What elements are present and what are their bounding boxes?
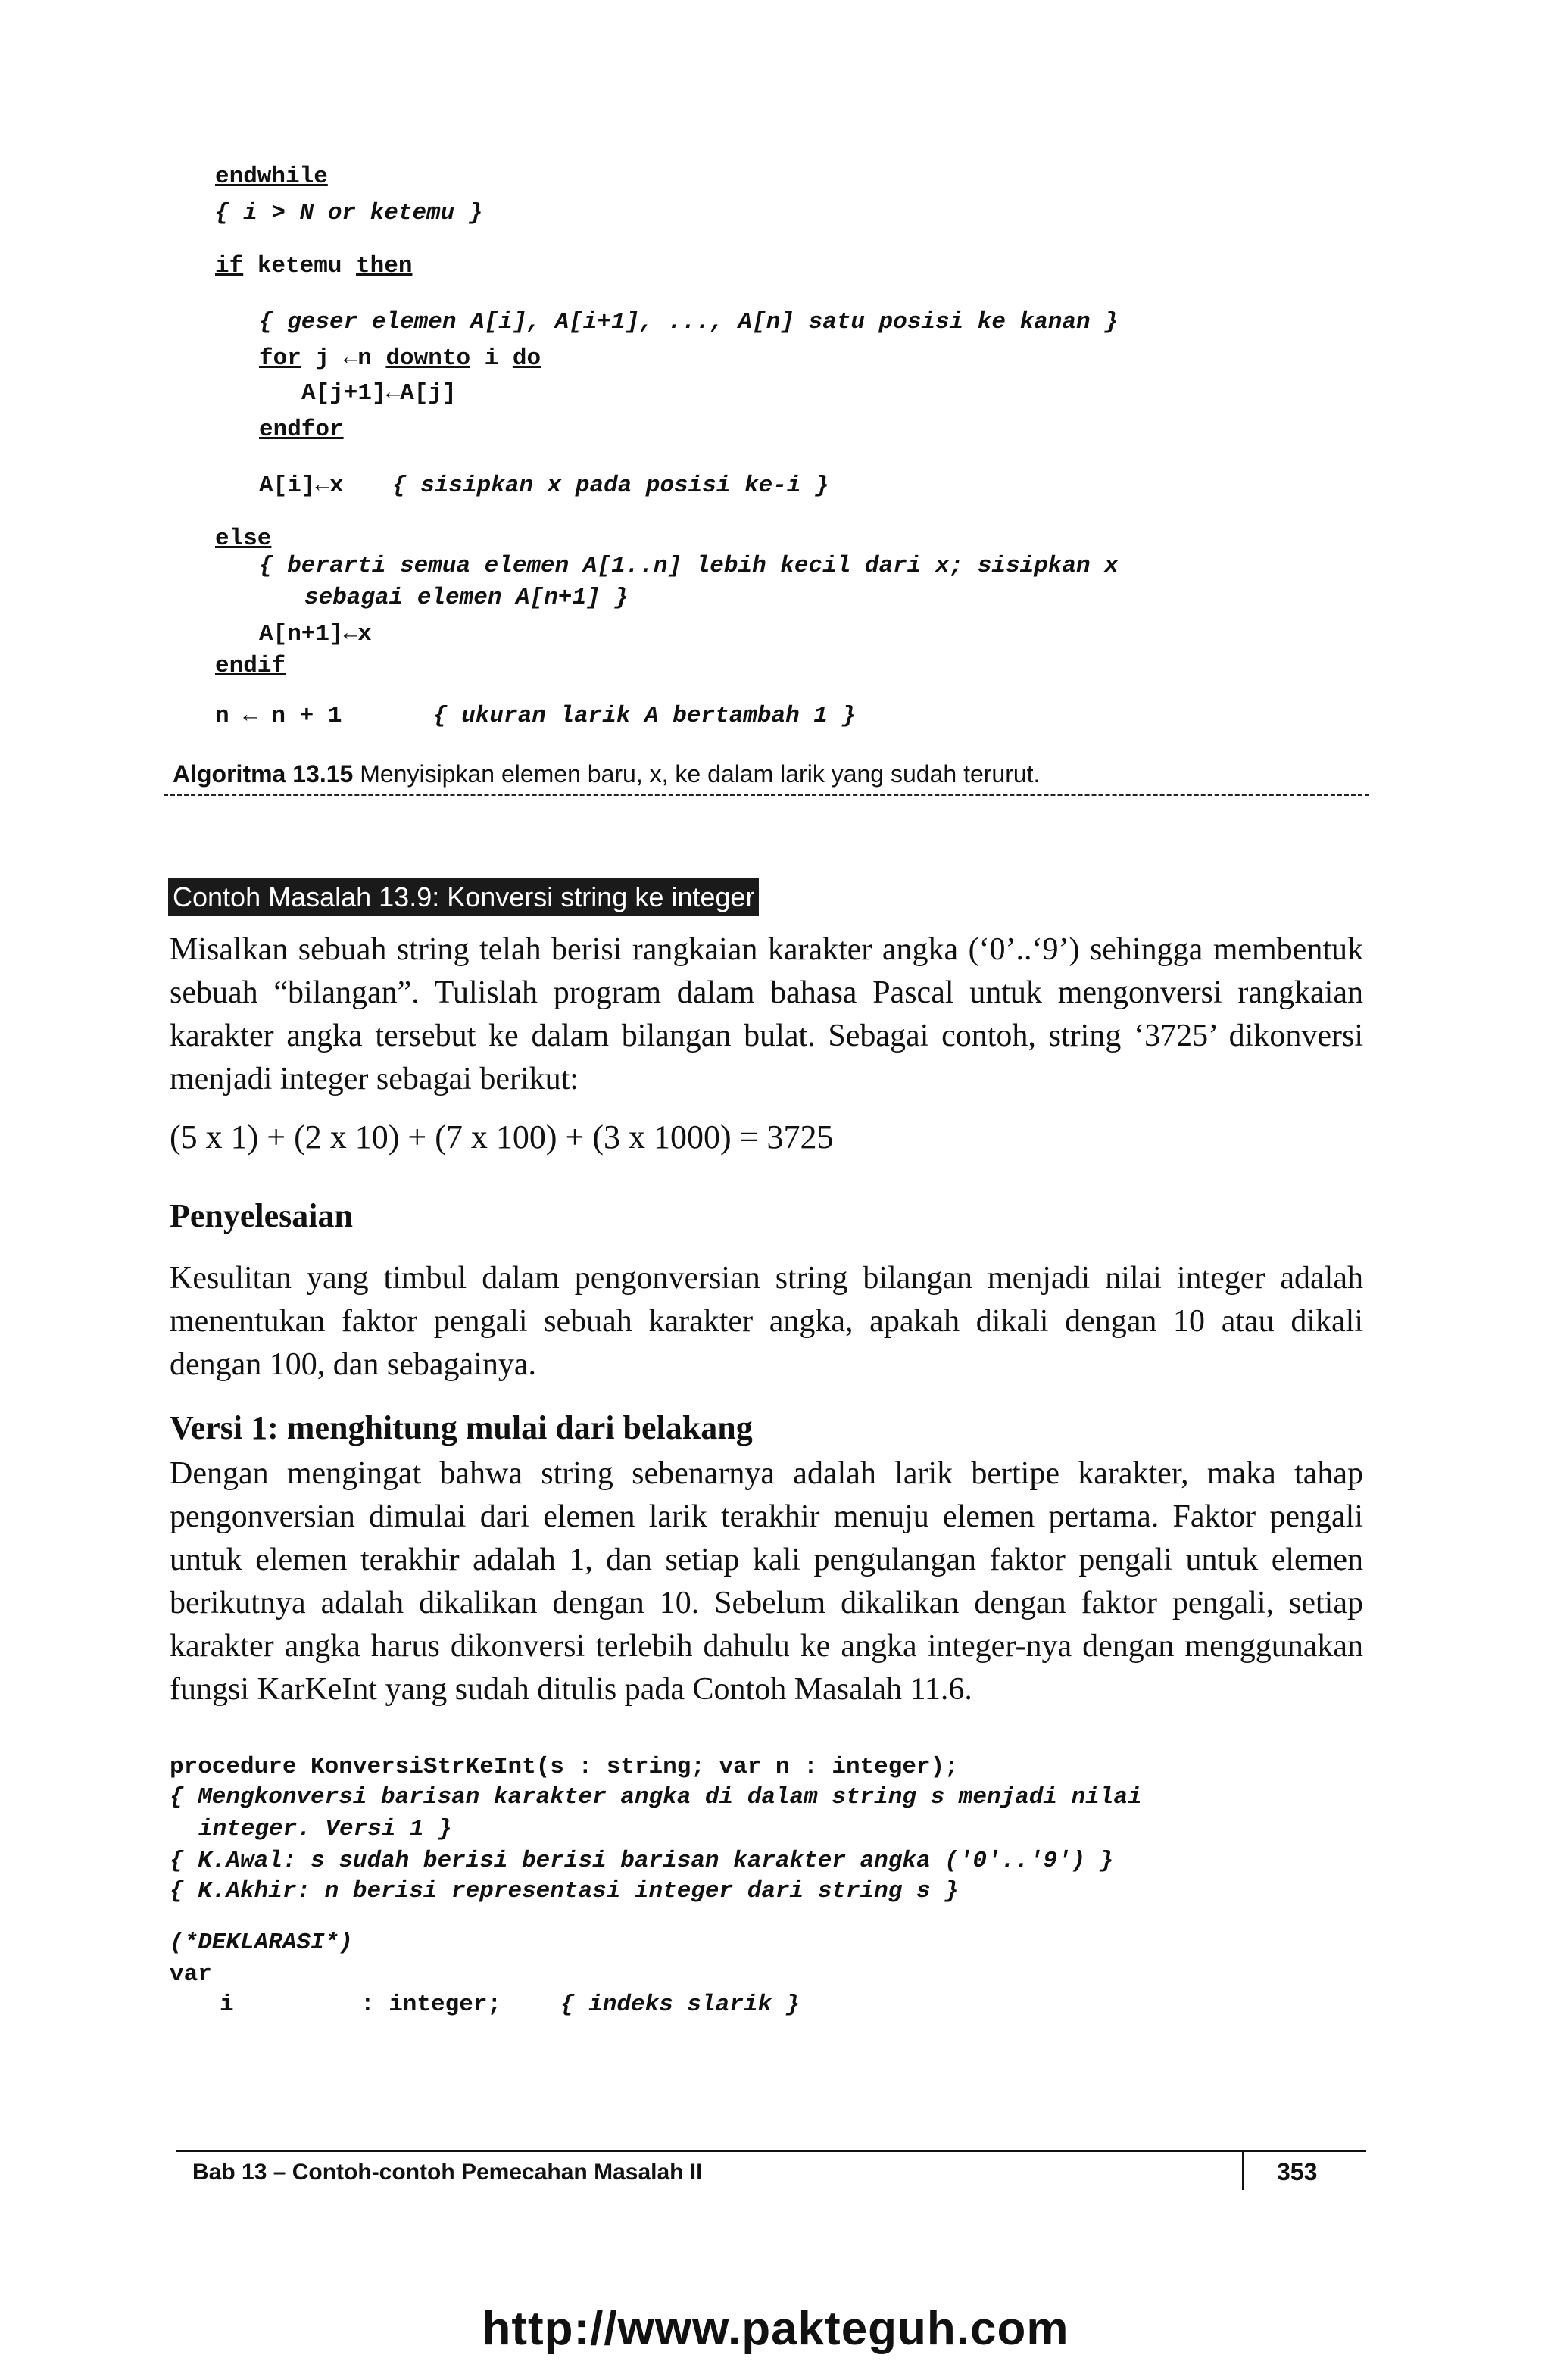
code-comment-mengkonversi: { Mengkonversi barisan karakter angka di dalam string s menjadi nilai: [170, 1784, 1142, 1811]
code-deklarasi: (*DEKLARASI*): [170, 1929, 353, 1956]
watermark-url: http://www.pakteguh.com: [482, 2303, 1069, 2355]
code-var-name: i: [220, 1992, 234, 2018]
intro-paragraph: Misalkan sebuah string telah berisi rangkaian karakter angka (‘0’..‘9’) sehingga membentuk sebuah “bilangan”. Tulislah program dalam bahasa Pascal untuk mengonversi rangkaian karakter angka tersebut ke dalam bilangan bulat. Sebagai contoh, string ‘3725’ dikonversi menjadi integer sebagai berikut:: [170, 932, 1363, 1096]
conversion-formula: (5 x 1) + (2 x 10) + (7 x 100) + (3 x 1000) = 3725: [170, 1118, 834, 1156]
code-comment-endwhile: { i > N or ketemu }: [215, 200, 483, 226]
code-var-decl: : integer;: [360, 1992, 502, 2018]
caption-divider: [164, 794, 1369, 796]
paragraph-versi1: Dengan mengingat bahwa string sebenarnya adalah larik bertipe karakter, maka tahap pengonversian dimulai dari elemen larik terakhir menuju elemen pertama. Faktor pengali untuk elemen terakhir adalah 1, dan setiap kali pengulangan faktor pengali untuk elemen berikutnya adalah dikalikan dengan 10. Sebelum dikalikan dengan faktor pengali, setiap karakter angka harus dikonversi terlebih dahulu ke angka integer-nya dengan menggunakan fungsi KarKeInt yang sudah ditulis pada Contoh Masalah 11.6.: [170, 1456, 1363, 1707]
paragraph-penyelesaian: Kesulitan yang timbul dalam pengonversian string bilangan menjadi nilai integer adalah menentukan faktor pengali sebuah karakter angka, apakah dikali dengan 10 atau dikali dengan 100, dan sebagainya.: [170, 1261, 1363, 1382]
footer-divider: [1242, 2152, 1244, 2190]
code-procedure-header: procedure KonversiStrKeInt(s : string; var n : integer);: [170, 1754, 959, 1780]
code-line-increment: n ← n + 1: [215, 703, 342, 729]
code-line-endif: endif: [215, 653, 286, 679]
code-var-comment: { indeks slarik }: [560, 1992, 800, 2018]
code-comment-versi: integer. Versi 1 }: [198, 1816, 452, 1842]
section-banner: Contoh Masalah 13.9: Konversi string ke integer: [168, 878, 759, 916]
code-line-else: else: [215, 526, 272, 552]
code-comment-kawal: { K.Awal: s sudah berisi berisi barisan karakter angka ('0'..'9') }: [170, 1848, 1114, 1874]
code-line-append: A[n+1]←x: [259, 621, 372, 647]
footer-chapter: Bab 13 – Contoh-contoh Pemecahan Masalah II: [192, 2160, 703, 2185]
code-comment-increment: { ukuran larik A bertambah 1 }: [433, 703, 857, 729]
heading-penyelesaian: Penyelesaian: [170, 1197, 353, 1234]
page-number: 353: [1277, 2158, 1318, 2185]
code-comment-berarti: { berarti semua elemen A[1..n] lebih kecil dari x; sisipkan x: [259, 553, 1119, 579]
code-comment-kakhir: { K.Akhir: n berisi representasi integer dari string s }: [170, 1878, 959, 1904]
code-var: var: [170, 1961, 212, 1988]
code-line-endwhile: endwhile: [215, 164, 328, 190]
algorithm-caption: [173, 759, 1040, 789]
footer-rule: [176, 2150, 1366, 2152]
code-line-insert: A[i]←x: [259, 473, 344, 499]
code-comment-geser: { geser elemen A[i], A[i+1], ..., A[n] satu posisi ke kanan }: [259, 309, 1119, 335]
code-comment-insert: { sisipkan x pada posisi ke-i }: [392, 473, 829, 499]
algorithm-label: Algoritma 13.15: [173, 760, 354, 788]
algorithm-caption-text: Menyisipkan elemen baru, x, ke dalam larik yang sudah terurut.: [360, 760, 1041, 788]
code-line-if: if ketemu then: [215, 253, 413, 279]
heading-versi1: Versi 1: menghitung mulai dari belakang: [170, 1409, 753, 1446]
code-line-for: for j ←n downto i do: [259, 345, 541, 372]
code-line-endfor: endfor: [259, 416, 344, 443]
code-line-assign-shift: A[j+1]←A[j]: [301, 380, 457, 407]
code-comment-sebagai: sebagai elemen A[n+1] }: [304, 585, 629, 611]
